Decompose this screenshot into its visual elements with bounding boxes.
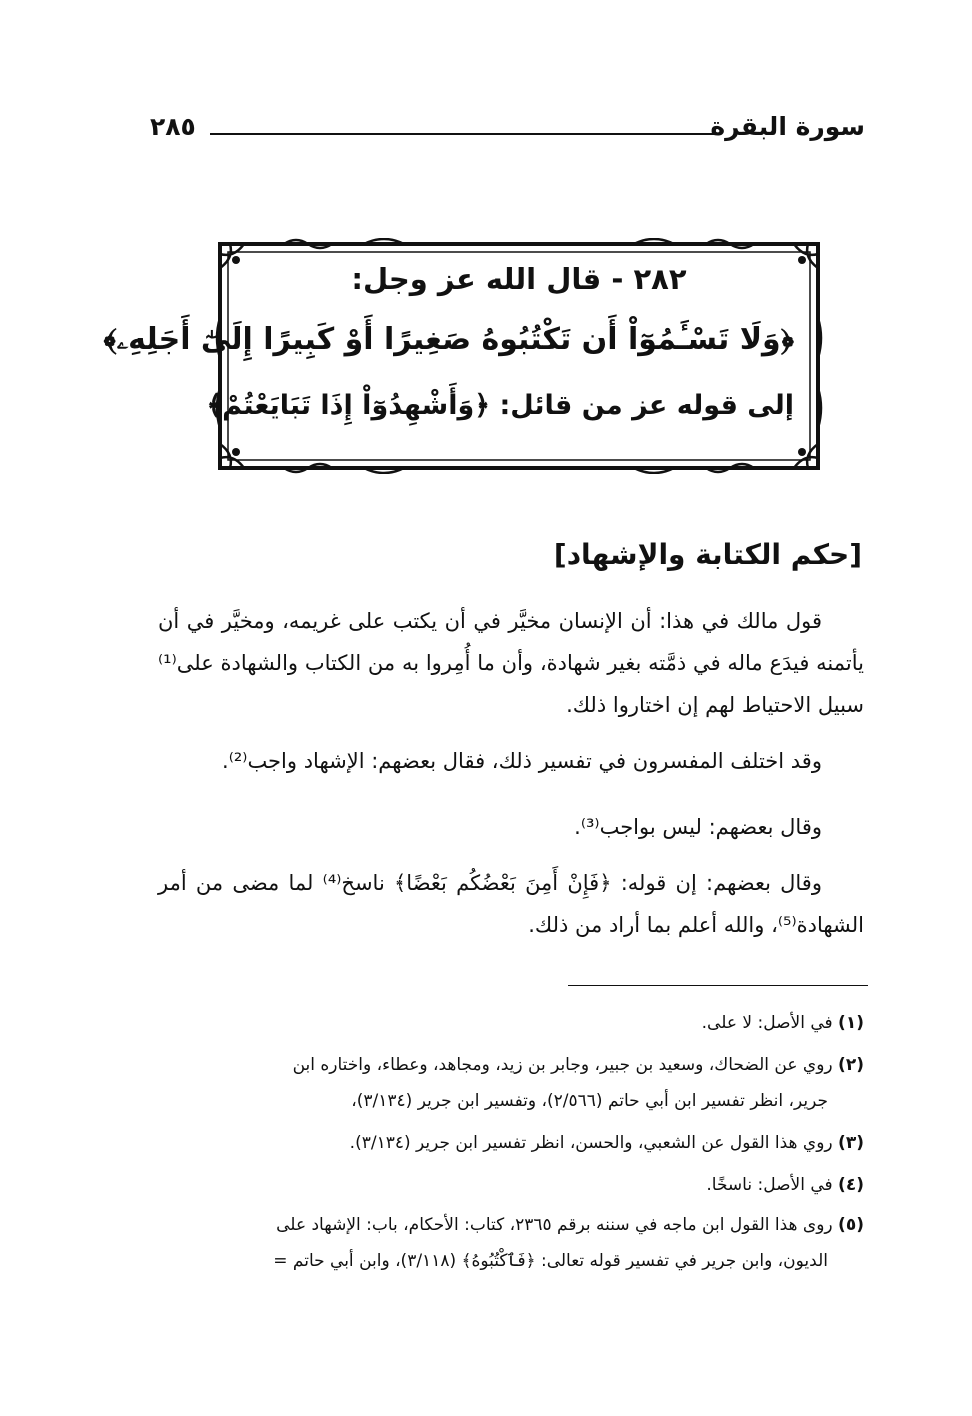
header-rule bbox=[210, 133, 720, 135]
footnote bbox=[158, 1047, 864, 1119]
section-title: [حكم الكتابة والإشهاد] bbox=[553, 538, 862, 571]
footnote bbox=[158, 1167, 864, 1203]
footnote-separator bbox=[568, 985, 868, 986]
footnote-number: (٢) bbox=[838, 1055, 864, 1075]
footnote-text: روي هذا القول عن الشعبي، والحسن، انظر تفسير ابن جرير (٣/١٣٤). bbox=[349, 1133, 833, 1153]
footnote-number: (٤) bbox=[838, 1175, 864, 1195]
page-header bbox=[150, 112, 865, 152]
paragraph: قول مالك في هذا: أن الإنسان مخيَّر في أن يكتب على غريمه، ومخيَّر في أن يأتمنه فيدَع ماله في ذمَّته بغير شهادة، وأن ما أُمِروا به من الكتاب والشهادة على⁽¹⁾ سبيل الاحتياط لهم إن اختاروا ذلك. bbox=[158, 609, 864, 717]
footnote-number: (١) bbox=[838, 1013, 864, 1033]
verse-intro: ٢٨٢ - قال الله عز وجل: bbox=[351, 262, 687, 296]
paragraph: وقال بعضهم: إن قوله: ﴿فَإِنْ أَمِنَ بَعْضُكُم بَعْضًا﴾ ناسخ⁽⁴⁾ لما مضى من أمر الشهادة⁽⁵⁾، والله أعلم بما أراد من ذلك. bbox=[158, 871, 864, 937]
footnote-text: روي عن الضحاك، وسعيد بن جبير، وجابر بن زيد، ومجاهد، وعطاء، واختاره ابن bbox=[292, 1055, 833, 1075]
footnote-number: (٥) bbox=[838, 1215, 864, 1235]
verse-continuation: إلى قوله عز من قائل: ﴿وَأَشْهِدُوٓاْ إِذَا تَبَايَعْتُمْ﴾ bbox=[206, 390, 794, 421]
footnote-text: في الأصل: لا على. bbox=[701, 1013, 833, 1033]
paragraph: وقال بعضهم: ليس بواجب⁽³⁾. bbox=[574, 815, 822, 839]
footnote bbox=[158, 1207, 864, 1279]
footnote bbox=[158, 1005, 864, 1041]
footnote-text: روى هذا القول ابن ماجه في سننه برقم ٢٣٦٥، كتاب: الأحكام، باب: الإشهاد على bbox=[276, 1215, 833, 1235]
footnote-number: (٣) bbox=[838, 1133, 864, 1153]
footnote-continuation: الديون، وابن جرير في تفسير قوله تعالى: ﴿فَٱكْتُبُوهُ﴾ (٣/١١٨)، وابن أبي حاتم = bbox=[273, 1251, 828, 1271]
verse-frame bbox=[103, 238, 824, 474]
page-number: ٢٨٥ bbox=[150, 112, 196, 141]
verse-text: ﴿وَلَا تَسْـَٔمُوٓاْ أَن تَكْتُبُوهُ صَغِيرًا أَوْ كَبِيرًا إِلَىٰٓ أَجَلِهِۦ﴾ bbox=[103, 322, 794, 357]
footnote bbox=[158, 1125, 864, 1161]
surah-title: سورة البقرة bbox=[710, 112, 865, 141]
footnote-continuation: جرير، انظر تفسير ابن أبي حاتم (٢/٥٦٦)، وتفسير ابن جرير (٣/١٣٤)، bbox=[351, 1091, 828, 1111]
footnote-text: في الأصل: ناسخًا. bbox=[706, 1175, 833, 1195]
paragraph: وقد اختلف المفسرون في تفسير ذلك، فقال بعضهم: الإشهاد واجب⁽²⁾. bbox=[222, 749, 822, 773]
